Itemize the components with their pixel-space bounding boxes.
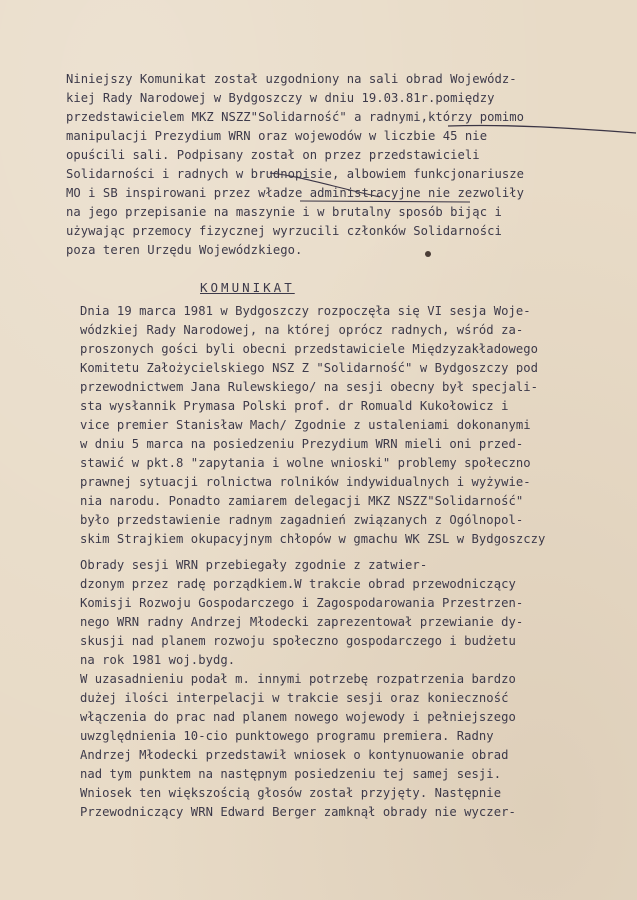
intro-line: kiej Rady Narodowej w Bydgoszczy w dniu 19.03.81r.pomiędzy <box>66 91 495 105</box>
body-line: W uzasadnieniu podał m. innymi potrzebę rozpatrzenia bardzo <box>80 672 516 686</box>
body-line: w dniu 5 marca na posiedzeniu Prezydium WRN mieli oni przed- <box>80 437 524 451</box>
body-line: stawić w pkt.8 "zapytania i wolne wnioski" problemy społeczno <box>80 456 531 470</box>
body-line: vice premier Stanisław Mach/ Zgodnie z ustaleniami dokonanymi <box>80 418 531 432</box>
body-line: Dnia 19 marca 1981 w Bydgoszczy rozpoczęła się VI sesja Woje- <box>80 304 531 318</box>
body-line: było przedstawienie radnym zagadnień związanych z Ogólnopol- <box>80 513 524 527</box>
body-line: Komitetu Założycielskiego NSZ Z "Solidarność" w Bydgoszczy pod <box>80 361 539 375</box>
body-line: Wniosek ten większością głosów został przyjęty. Następnie <box>80 786 502 800</box>
document-title: KOMUNIKAT <box>200 280 295 295</box>
body-line: przewodnictwem Jana Rulewskiego/ na sesji obecny był specjali- <box>80 380 539 394</box>
intro-line: używając przemocy fizycznej wyrzucili członków Solidarności <box>66 224 502 238</box>
ink-blot <box>425 251 431 257</box>
body-line: skusji nad planem rozwoju społeczno gospodarczego i budżetu <box>80 634 516 648</box>
body-line: proszonych gości byli obecni przedstawiciele Międzyzakładowego <box>80 342 539 356</box>
body-line: sta wysłannik Prymasa Polski prof. dr Romuald Kukołowicz i <box>80 399 509 413</box>
intro-line: na jego przepisanie na maszynie i w brutalny sposób bijąc i <box>66 205 502 219</box>
body-paragraph-2 <box>80 556 523 822</box>
body-line: wódzkiej Rady Narodowej, na której oprócz radnych, wśród za- <box>80 323 524 337</box>
body-line: uwzględnienia 10-cio punktowego programu premiera. Radny <box>80 729 494 743</box>
body-line: prawnej sytuacji rolnictwa rolników indywidualnych i wyżywie- <box>80 475 531 489</box>
intro-line: poza teren Urzędu Wojewódzkiego. <box>66 243 303 257</box>
body-line: Obrady sesji WRN przebiegały zgodnie z zatwier- <box>80 558 428 572</box>
intro-line: manipulacji Prezydium WRN oraz wojewodów w liczbie 45 nie <box>66 129 488 143</box>
body-line: nego WRN radny Andrzej Młodecki zaprezentował przewianie dy- <box>80 615 524 629</box>
intro-line: Solidarności i radnych w brudnopisie, albowiem funkcjonariusze <box>66 167 525 181</box>
intro-line: MO i SB inspirowani przez władze administracyjne nie zezwoliły <box>66 186 525 200</box>
intro-line: Niniejszy Komunikat został uzgodniony na sali obrad Wojewódz- <box>66 72 517 86</box>
body-line: Przewodniczący WRN Edward Berger zamknął obrady nie wyczer- <box>80 805 516 819</box>
intro-line: przedstawicielem MKZ NSZZ"Solidarność" a radnymi,którzy pomimo <box>66 110 525 124</box>
intro-paragraph <box>66 70 524 260</box>
body-paragraph-1 <box>80 302 545 549</box>
body-line: dużej ilości interpelacji w trakcie sesji oraz konieczność <box>80 691 509 705</box>
body-line: nia narodu. Ponadto zamiarem delegacji MKZ NSZZ"Solidarność" <box>80 494 524 508</box>
body-line: włączenia do prac nad planem nowego wojewody i pełniejszego <box>80 710 516 724</box>
intro-line: opuścili sali. Podpisany został on przez przedstawicieli <box>66 148 480 162</box>
body-line: Andrzej Młodecki przedstawił wniosek o kontynuowanie obrad <box>80 748 509 762</box>
body-line: dzonym przez radę porządkiem.W trakcie obrad przewodniczący <box>80 577 516 591</box>
body-line: Komisji Rozwoju Gospodarczego i Zagospodarowania Przestrzen- <box>80 596 524 610</box>
body-line: skim Strajkiem okupacyjnym chłopów w gmachu WK ZSL w Bydgoszczy <box>80 532 546 546</box>
body-line: na rok 1981 woj.bydg. <box>80 653 236 667</box>
body-line: nad tym punktem na następnym posiedzeniu tej samej sesji. <box>80 767 502 781</box>
